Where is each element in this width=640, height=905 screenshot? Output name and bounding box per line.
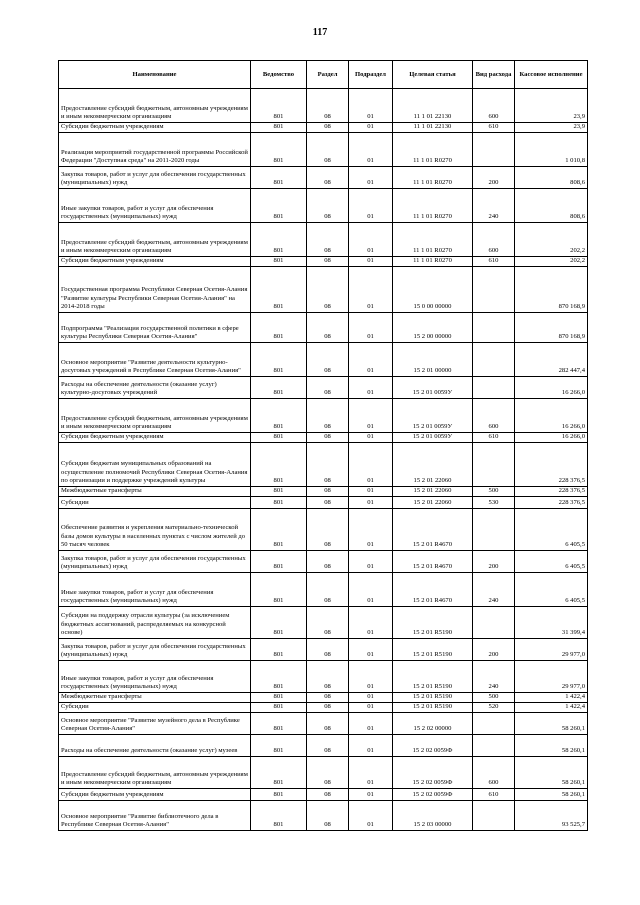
cell-name: Субсидии на поддержку отрасли культуры (за исключением бюджетных ассигнований, распределяемых на конкурсной основе)	[59, 607, 251, 639]
cell-expense-type: 530	[473, 497, 515, 509]
cell-expense-type	[473, 607, 515, 639]
cell-section: 08	[307, 343, 349, 377]
cell-target-article: 15 2 01 R5190	[393, 661, 473, 693]
cell-department: 801	[251, 313, 307, 343]
cell-expense-type: 600	[473, 89, 515, 123]
cell-department: 801	[251, 487, 307, 497]
cell-target-article: 15 2 02 0059Ф	[393, 735, 473, 757]
cell-cash-execution: 6 405,5	[515, 573, 588, 607]
cell-section: 08	[307, 693, 349, 703]
cell-target-article: 15 2 03 00000	[393, 801, 473, 831]
cell-cash-execution: 808,6	[515, 167, 588, 189]
cell-name: Субсидии бюджетным учреждениям	[59, 257, 251, 267]
cell-cash-execution: 29 977,0	[515, 661, 588, 693]
cell-name: Основное мероприятие "Развитие библиотечного дела в Республике Северная Осетия-Алания"	[59, 801, 251, 831]
cell-target-article: 15 2 01 R5190	[393, 607, 473, 639]
table-row	[59, 573, 588, 607]
cell-cash-execution: 1 010,8	[515, 133, 588, 167]
cell-department: 801	[251, 399, 307, 433]
cell-expense-type: 610	[473, 789, 515, 801]
cell-department: 801	[251, 551, 307, 573]
cell-expense-type: 520	[473, 703, 515, 713]
cell-section: 08	[307, 735, 349, 757]
cell-department: 801	[251, 257, 307, 267]
cell-department: 801	[251, 89, 307, 123]
cell-subsection: 01	[349, 607, 393, 639]
cell-expense-type	[473, 267, 515, 313]
cell-cash-execution: 6 405,5	[515, 509, 588, 551]
cell-name: Субсидии бюджетным учреждениям	[59, 433, 251, 443]
cell-subsection: 01	[349, 735, 393, 757]
cell-name: Обеспечение развития и укрепления материально-технической базы домов культуры в населенных пунктах с числом жителей до 50 тысяч человек	[59, 509, 251, 551]
table-row	[59, 89, 588, 123]
cell-name: Предоставление субсидий бюджетным, автономным учреждениям и иным некоммерческим организациям	[59, 399, 251, 433]
cell-subsection: 01	[349, 551, 393, 573]
cell-section: 08	[307, 313, 349, 343]
cell-cash-execution: 58 260,1	[515, 735, 588, 757]
table-row	[59, 377, 588, 399]
cell-department: 801	[251, 661, 307, 693]
table-row	[59, 713, 588, 735]
cell-department: 801	[251, 757, 307, 789]
table-row	[59, 257, 588, 267]
cell-subsection: 01	[349, 123, 393, 133]
cell-subsection: 01	[349, 167, 393, 189]
cell-name: Основное мероприятие "Развитие деятельности культурно-досуговых учреждений в Республике Северная Осетия-Алания"	[59, 343, 251, 377]
cell-section: 08	[307, 377, 349, 399]
table-header-row	[59, 61, 588, 89]
cell-expense-type: 240	[473, 661, 515, 693]
table-row	[59, 801, 588, 831]
cell-expense-type: 600	[473, 223, 515, 257]
cell-target-article: 11 1 01 22130	[393, 89, 473, 123]
cell-expense-type: 200	[473, 639, 515, 661]
cell-subsection: 01	[349, 801, 393, 831]
cell-name: Основное мероприятие "Развитие музейного дела в Республике Северная Осетия-Алания"	[59, 713, 251, 735]
header-subsection: Подраздел	[349, 61, 393, 89]
cell-section: 08	[307, 167, 349, 189]
cell-target-article: 15 2 01 R5190	[393, 703, 473, 713]
cell-name: Предоставление субсидий бюджетным, автономным учреждениям и иным некоммерческим организациям	[59, 89, 251, 123]
cell-section: 08	[307, 123, 349, 133]
cell-department: 801	[251, 497, 307, 509]
cell-department: 801	[251, 377, 307, 399]
cell-subsection: 01	[349, 377, 393, 399]
cell-section: 08	[307, 267, 349, 313]
cell-section: 08	[307, 607, 349, 639]
table-row	[59, 313, 588, 343]
cell-subsection: 01	[349, 487, 393, 497]
cell-department: 801	[251, 433, 307, 443]
cell-expense-type: 600	[473, 757, 515, 789]
cell-section: 08	[307, 661, 349, 693]
cell-cash-execution: 228 376,5	[515, 487, 588, 497]
cell-target-article: 15 2 01 R4670	[393, 509, 473, 551]
cell-department: 801	[251, 267, 307, 313]
cell-subsection: 01	[349, 443, 393, 487]
header-department: Ведомство	[251, 61, 307, 89]
cell-cash-execution: 16 266,0	[515, 377, 588, 399]
table-row	[59, 433, 588, 443]
table-row	[59, 497, 588, 509]
cell-name: Закупка товаров, работ и услуг для обеспечения государственных (муниципальных) нужд	[59, 167, 251, 189]
cell-cash-execution: 23,9	[515, 123, 588, 133]
cell-target-article: 15 2 01 R4670	[393, 551, 473, 573]
cell-section: 08	[307, 497, 349, 509]
cell-expense-type	[473, 313, 515, 343]
cell-department: 801	[251, 639, 307, 661]
cell-department: 801	[251, 801, 307, 831]
cell-subsection: 01	[349, 133, 393, 167]
cell-target-article: 15 0 00 00000	[393, 267, 473, 313]
cell-department: 801	[251, 607, 307, 639]
table-row	[59, 607, 588, 639]
cell-target-article: 15 2 02 0059Ф	[393, 757, 473, 789]
cell-expense-type: 610	[473, 433, 515, 443]
cell-expense-type	[473, 443, 515, 487]
cell-cash-execution: 1 422,4	[515, 693, 588, 703]
cell-name: Межбюджетные трансферты	[59, 487, 251, 497]
cell-department: 801	[251, 703, 307, 713]
cell-expense-type: 500	[473, 487, 515, 497]
cell-department: 801	[251, 713, 307, 735]
cell-subsection: 01	[349, 661, 393, 693]
cell-section: 08	[307, 703, 349, 713]
table-row	[59, 399, 588, 433]
cell-expense-type: 200	[473, 551, 515, 573]
cell-cash-execution: 6 405,5	[515, 551, 588, 573]
cell-subsection: 01	[349, 399, 393, 433]
cell-name: Иные закупки товаров, работ и услуг для обеспечения государственных (муниципальных) нужд	[59, 573, 251, 607]
cell-target-article: 15 2 01 0059У	[393, 377, 473, 399]
cell-department: 801	[251, 573, 307, 607]
cell-section: 08	[307, 639, 349, 661]
cell-department: 801	[251, 167, 307, 189]
cell-expense-type	[473, 343, 515, 377]
cell-cash-execution: 58 260,1	[515, 713, 588, 735]
cell-department: 801	[251, 123, 307, 133]
cell-section: 08	[307, 551, 349, 573]
cell-subsection: 01	[349, 713, 393, 735]
cell-subsection: 01	[349, 313, 393, 343]
cell-name: Государственная программа Республики Северная Осетия-Алания "Развитие культуры Республики Северная Осетия-Алания" на 2014-2018 годы	[59, 267, 251, 313]
cell-target-article: 15 2 00 00000	[393, 313, 473, 343]
cell-cash-execution: 16 266,0	[515, 399, 588, 433]
cell-subsection: 01	[349, 757, 393, 789]
cell-section: 08	[307, 801, 349, 831]
cell-target-article: 15 2 01 22060	[393, 443, 473, 487]
cell-cash-execution: 202,2	[515, 223, 588, 257]
table-row	[59, 189, 588, 223]
cell-department: 801	[251, 509, 307, 551]
cell-name: Субсидии бюджетам муниципальных образований на осуществление полномочий Республики Северная Осетия-Алания по организации и поддержке учреждений культуры	[59, 443, 251, 487]
cell-target-article: 15 2 01 00000	[393, 343, 473, 377]
table-row	[59, 487, 588, 497]
cell-name: Субсидии бюджетным учреждениям	[59, 789, 251, 801]
cell-department: 801	[251, 189, 307, 223]
table-row	[59, 639, 588, 661]
cell-target-article: 15 2 01 R5190	[393, 639, 473, 661]
cell-expense-type: 600	[473, 399, 515, 433]
cell-target-article: 11 1 01 R0270	[393, 133, 473, 167]
cell-section: 08	[307, 573, 349, 607]
cell-expense-type: 610	[473, 123, 515, 133]
cell-expense-type	[473, 133, 515, 167]
cell-expense-type	[473, 509, 515, 551]
cell-name: Подпрограмма "Реализация государственной политики в сфере культуры Республики Северная Осетия-Алания"	[59, 313, 251, 343]
cell-subsection: 01	[349, 257, 393, 267]
cell-expense-type: 240	[473, 189, 515, 223]
cell-section: 08	[307, 399, 349, 433]
cell-name: Иные закупки товаров, работ и услуг для обеспечения государственных (муниципальных) нужд	[59, 189, 251, 223]
cell-cash-execution: 23,9	[515, 89, 588, 123]
header-cash-execution: Кассовое исполнение	[515, 61, 588, 89]
cell-section: 08	[307, 189, 349, 223]
table-row	[59, 789, 588, 801]
table-row	[59, 735, 588, 757]
cell-expense-type	[473, 801, 515, 831]
cell-subsection: 01	[349, 693, 393, 703]
cell-expense-type: 610	[473, 257, 515, 267]
cell-name: Реализация мероприятий государственной программы Российской Федерации "Доступная среда" на 2011-2020 годы	[59, 133, 251, 167]
cell-cash-execution: 202,2	[515, 257, 588, 267]
cell-expense-type	[473, 735, 515, 757]
table-row	[59, 223, 588, 257]
page-number: 117	[312, 27, 328, 38]
cell-section: 08	[307, 433, 349, 443]
cell-target-article: 11 1 01 22130	[393, 123, 473, 133]
cell-cash-execution: 58 260,1	[515, 789, 588, 801]
cell-section: 08	[307, 757, 349, 789]
cell-subsection: 01	[349, 89, 393, 123]
cell-target-article: 11 1 01 R0270	[393, 223, 473, 257]
cell-cash-execution: 31 399,4	[515, 607, 588, 639]
cell-expense-type: 240	[473, 573, 515, 607]
cell-subsection: 01	[349, 223, 393, 257]
table-row	[59, 133, 588, 167]
cell-name: Субсидии	[59, 497, 251, 509]
cell-name: Предоставление субсидий бюджетным, автономным учреждениям и иным некоммерческим организациям	[59, 757, 251, 789]
cell-target-article: 11 1 01 R0270	[393, 167, 473, 189]
cell-subsection: 01	[349, 509, 393, 551]
cell-name: Расходы на обеспечение деятельности (оказание услуг) музеев	[59, 735, 251, 757]
header-target-article: Целевая статья	[393, 61, 473, 89]
table-row	[59, 693, 588, 703]
cell-section: 08	[307, 443, 349, 487]
cell-subsection: 01	[349, 267, 393, 313]
cell-name: Субсидии бюджетным учреждениям	[59, 123, 251, 133]
cell-subsection: 01	[349, 433, 393, 443]
cell-section: 08	[307, 509, 349, 551]
table-row	[59, 703, 588, 713]
cell-expense-type	[473, 377, 515, 399]
cell-subsection: 01	[349, 343, 393, 377]
cell-subsection: 01	[349, 789, 393, 801]
cell-target-article: 15 2 01 0059У	[393, 399, 473, 433]
table-row	[59, 661, 588, 693]
table-row	[59, 267, 588, 313]
cell-department: 801	[251, 443, 307, 487]
cell-name: Закупка товаров, работ и услуг для обеспечения государственных (муниципальных) нужд	[59, 639, 251, 661]
cell-target-article: 15 2 01 22060	[393, 487, 473, 497]
header-expense-type: Вид расхода	[473, 61, 515, 89]
cell-name: Закупка товаров, работ и услуг для обеспечения государственных (муниципальных) нужд	[59, 551, 251, 573]
table-row	[59, 167, 588, 189]
cell-department: 801	[251, 223, 307, 257]
cell-cash-execution: 870 168,9	[515, 313, 588, 343]
cell-department: 801	[251, 735, 307, 757]
cell-target-article: 15 2 02 0059Ф	[393, 789, 473, 801]
cell-expense-type	[473, 713, 515, 735]
cell-expense-type: 500	[473, 693, 515, 703]
cell-cash-execution: 808,6	[515, 189, 588, 223]
cell-subsection: 01	[349, 189, 393, 223]
header-name: Наименование	[59, 61, 251, 89]
cell-section: 08	[307, 789, 349, 801]
cell-target-article: 15 2 02 00000	[393, 713, 473, 735]
cell-target-article: 11 1 01 R0270	[393, 257, 473, 267]
cell-subsection: 01	[349, 497, 393, 509]
cell-target-article: 15 2 01 R5190	[393, 693, 473, 703]
cell-subsection: 01	[349, 639, 393, 661]
cell-cash-execution: 282 447,4	[515, 343, 588, 377]
cell-cash-execution: 93 525,7	[515, 801, 588, 831]
table-row	[59, 551, 588, 573]
cell-target-article: 15 2 01 0059У	[393, 433, 473, 443]
cell-target-article: 15 2 01 22060	[393, 497, 473, 509]
cell-department: 801	[251, 693, 307, 703]
cell-name: Субсидии	[59, 703, 251, 713]
table-row	[59, 343, 588, 377]
cell-section: 08	[307, 89, 349, 123]
cell-target-article: 11 1 01 R0270	[393, 189, 473, 223]
table-row	[59, 509, 588, 551]
cell-subsection: 01	[349, 703, 393, 713]
cell-department: 801	[251, 133, 307, 167]
header-section: Раздел	[307, 61, 349, 89]
cell-name: Межбюджетные трансферты	[59, 693, 251, 703]
cell-section: 08	[307, 713, 349, 735]
cell-name: Предоставление субсидий бюджетным, автономным учреждениям и иным некоммерческим организациям	[59, 223, 251, 257]
cell-cash-execution: 1 422,4	[515, 703, 588, 713]
cell-cash-execution: 29 977,0	[515, 639, 588, 661]
cell-cash-execution: 58 260,1	[515, 757, 588, 789]
cell-name: Расходы на обеспечение деятельности (оказание услуг) культурно-досуговых учреждений	[59, 377, 251, 399]
table-row	[59, 443, 588, 487]
cell-department: 801	[251, 789, 307, 801]
cell-department: 801	[251, 343, 307, 377]
cell-cash-execution: 16 266,0	[515, 433, 588, 443]
cell-name: Иные закупки товаров, работ и услуг для обеспечения государственных (муниципальных) нужд	[59, 661, 251, 693]
cell-cash-execution: 228 376,5	[515, 443, 588, 487]
table-row	[59, 757, 588, 789]
cell-cash-execution: 870 168,9	[515, 267, 588, 313]
cell-section: 08	[307, 223, 349, 257]
cell-section: 08	[307, 487, 349, 497]
budget-table	[58, 60, 588, 831]
table-row	[59, 123, 588, 133]
cell-cash-execution: 228 376,5	[515, 497, 588, 509]
cell-section: 08	[307, 133, 349, 167]
cell-section: 08	[307, 257, 349, 267]
cell-expense-type: 200	[473, 167, 515, 189]
cell-target-article: 15 2 01 R4670	[393, 573, 473, 607]
cell-subsection: 01	[349, 573, 393, 607]
